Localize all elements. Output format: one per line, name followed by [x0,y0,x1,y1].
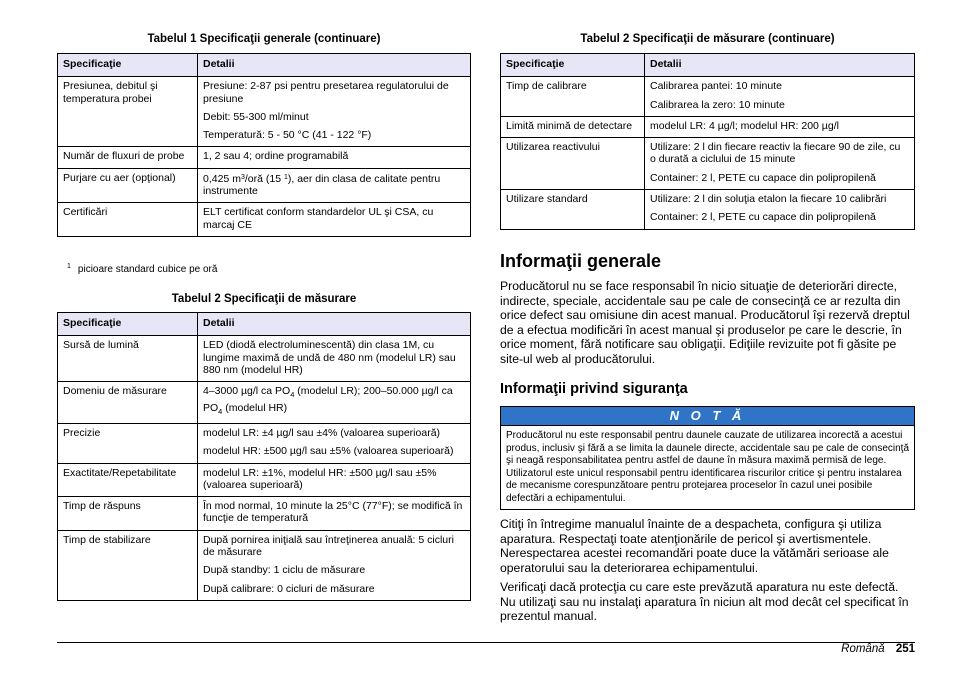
detail-line: Container: 2 l, PETE cu capace din polipropilenă [650,211,876,224]
table-header-row [501,54,915,77]
note-box [500,406,915,510]
details-cell [198,463,471,497]
note-title: N O T Ă [501,407,914,426]
table-row [58,423,471,463]
detail-line: 0,425 m$^3$/oră (15 $^1$), aer din clasa de calitate pentru instrumente [203,172,441,198]
detail-line: modelul LR: ±4 µg/l sau ±4% (valoarea superioară) [203,426,441,439]
detail-line: 4–3000 µg/l ca $PO_4$ (modelul LR); 200–50.000 µg/l ca $PO_4$ (modelul HR) [203,385,453,416]
detail-line: Calibrarea pantei: 10 minute [650,80,782,93]
heading-general-information: Informaţii generale [500,251,662,271]
table1-caption: Tabelul 1 Specificaţii generale (continuare) [147,33,381,45]
spec-cell: Utilizarea reactivului [501,138,645,190]
spec-cell: Exactitate/Repetabilitate [58,463,198,497]
paragraph-verify-protection: Verificaţi dacă protecţia cu care este prevăzută aparatura nu este defectă. Nu utilizaţi sau nu instalaţi aparatura în niciun alt mod decât cel specificat în prezentul manual. [500,580,909,623]
table-row [58,382,471,424]
column-header: Specificaţie [501,54,645,77]
detail-line: După pornirea iniţială sau întreţinerea anuală: 5 cicluri de măsurare [203,533,454,559]
spec-cell: Limită minimă de detectare [501,116,645,137]
details-cell [198,203,471,237]
table-row [501,116,915,137]
table-row [58,497,471,531]
spec-cell: Număr de fluxuri de probe [58,147,198,168]
detail-line: Debit: 55-300 ml/minut [203,110,309,123]
table2-continued [500,53,915,230]
detail-line: În mod normal, 10 minute la 25°C (77°F); se modifică în funcţie de temperatură [203,500,463,525]
details-cell [198,336,471,382]
heading-safety-information: Informaţii privind siguranţa [500,381,688,397]
detail-line: modelul HR: ±500 µg/l sau ±5% (valoarea superioară) [203,445,454,458]
table1-general-specs [57,53,471,237]
detail-line: După calibrare: 0 cicluri de măsurare [203,582,375,595]
spec-cell: Purjare cu aer (opţional) [58,168,198,203]
table-row [501,77,915,117]
column-header: Specificaţie [58,54,198,77]
detail-line: ELT certificat conform standardelor UL şi CSA, cu marcaj CE [203,206,434,231]
spec-cell: Presiunea, debitul şi temperatura probei [58,77,198,147]
table-row [58,168,471,203]
table-header-row [58,54,471,77]
details-cell [645,138,915,190]
table-row [58,336,471,382]
spec-cell: Timp de calibrare [501,77,645,117]
detail-line: Utilizare: 2 l din fiecare reactiv la fiecare 90 de zile, cu o durată a ciclului de 15 minute [650,141,901,166]
column-header: Detalii [198,54,471,77]
column-header: Specificaţie [58,313,198,336]
paragraph-general-information: Producătorul nu se face responsabil în nicio situaţie de deteriorări directe, indirecte, speciale, accidentale sau pe cale de consecinţă ce ar rezulta din orice defect sau omisiune din acest manual. Producătorul îşi rezervă dreptul de a efectua modificări în acest manual şi produselor pe care le descrie, în orice moment, fără notificare sau obligaţii. Ediţiile revizuite pot fi găsite pe site-ul web al producătorului. [500,279,910,366]
detail-line: Calibrarea la zero: 10 minute [650,98,785,111]
detail-line: Presiune: 2-87 psi pentru presetarea regulatorului de presiune [203,80,449,105]
details-cell [645,190,915,230]
table-header-row [58,313,471,336]
table-row [58,203,471,237]
detail-line: LED (diodă electroluminescentă) din clasa 1M, cu lungime maximă de undă de 480 nm (modelul LR) sau 880 nm (modelul HR) [203,339,456,376]
spec-cell: Utilizare standard [501,190,645,230]
details-cell [198,382,471,424]
spec-cell: Domeniu de măsurare [58,382,198,424]
table1-footnote: $^1$ picioare standard cubice pe oră [67,263,218,275]
detail-line: 1, 2 sau 4; ordine programabilă [203,150,349,163]
spec-cell: Precizie [58,423,198,463]
page-number: 251 [895,643,915,655]
paragraph-read-manual: Citiţi în întregime manualul înainte de a despacheta, configura şi utiliza aparatura. Respectaţi toate atenţionările de pericol şi avertismentele. Nerespectarea acestei recomandări poate duce la vătămări serioase ale operatorului sau la deteriorarea echipamentului. [500,517,889,575]
table-row [58,77,471,147]
details-cell [198,497,471,531]
column-header: Detalii [198,313,471,336]
details-cell [198,530,471,600]
details-cell [645,77,915,117]
table-row [58,463,471,497]
footer-language: Română [841,643,885,655]
column-header: Detalii [645,54,915,77]
detail-line: modelul LR: 4 µg/l; modelul HR: 200 µg/l [650,119,839,132]
details-cell [198,168,471,203]
details-cell [198,147,471,168]
details-cell [198,423,471,463]
table2-continued-caption: Tabelul 2 Specificaţii de măsurare (continuare) [580,33,835,45]
spec-cell: Certificări [58,203,198,237]
table2-caption: Tabelul 2 Specificaţii de măsurare [171,293,357,305]
detail-line: După standby: 1 ciclu de măsurare [203,564,366,577]
details-cell [198,77,471,147]
spec-cell: Timp de răspuns [58,497,198,531]
table-row [58,147,471,168]
table-row [58,530,471,600]
table2-measurement-specs [57,312,471,601]
spec-cell: Sursă de lumină [58,336,198,382]
detail-line: Utilizare: 2 l din soluţia etalon la fiecare 10 calibrări [650,193,887,206]
table-row [501,190,915,230]
table-row [501,138,915,190]
detail-line: modelul LR: ±1%, modelul HR: ±500 µg/l sau ±5% (valoarea superioară) [203,466,437,491]
details-cell [645,116,915,137]
detail-line: Container: 2 l, PETE cu capace din polipropilenă [650,171,876,184]
footnote-reference: 1 [283,173,288,181]
page-footer [841,643,915,655]
footer-divider [57,642,915,643]
detail-line: Temperatură: 5 - 50 °C (41 - 122 °F) [203,129,372,142]
note-text: Producătorul nu este responsabil pentru daunele cauzate de utilizarea incorectă a acestui produs, inclusiv şi fără a se limita la daunele directe, accidentale sau pe cale de consecinţă şi neagă responsabilitatea pentru astfel de daune în măsura maximă permisă de lege. Utilizatorul este unicul responsabil pentru identificarea riscurilor critice şi pentru instalarea de mecanisme corespunzătoare pentru protejarea proceselor în cazul unei posibile defectări a echipamentului. [506,430,910,504]
spec-cell: Timp de stabilizare [58,530,198,600]
